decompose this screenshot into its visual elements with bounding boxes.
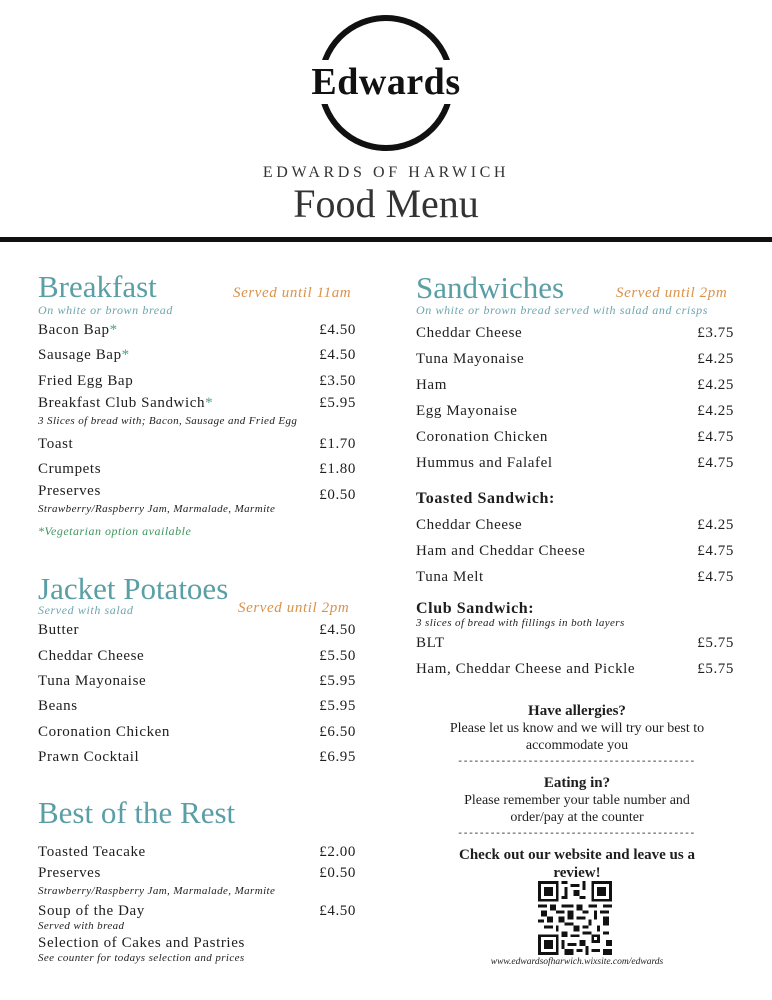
- menu-item: Tuna Melt £4.75: [416, 569, 734, 585]
- menu-item: Butter £4.50: [38, 622, 356, 638]
- allergies-notice: [418, 702, 736, 754]
- item-description: Strawberry/Raspberry Jam, Marmalade, Marmite: [38, 885, 276, 897]
- club-sandwich-heading: Club Sandwich:: [416, 600, 535, 617]
- dashed-divider: --------------------------------------------: [457, 829, 695, 840]
- menu-item: Prawn Cocktail £6.95: [38, 749, 356, 765]
- logo-text: Edwards: [278, 60, 494, 104]
- eating-in-text-line-1: Please remember your table number and: [464, 793, 690, 808]
- qr-code-icon[interactable]: [538, 881, 612, 955]
- website-url[interactable]: www.edwardsofharwich.wixsite.com/edwards: [490, 957, 664, 967]
- jacket-potatoes-note: Served with salad: [38, 603, 134, 617]
- item-description: See counter for todays selection and prices: [38, 952, 245, 964]
- allergies-heading: Have allergies?: [528, 703, 626, 719]
- sandwiches-title: Sandwiches: [416, 270, 565, 305]
- eating-in-heading: Eating in?: [543, 775, 611, 791]
- item-description: Strawberry/Raspberry Jam, Marmalade, Marmite: [38, 503, 276, 515]
- menu-item: Coronation Chicken £4.75: [416, 429, 734, 445]
- sandwiches-note: On white or brown bread served with salad and crisps: [416, 303, 708, 317]
- sandwiches-served-until: Served until 2pm: [616, 285, 728, 301]
- menu-item: Ham, Cheddar Cheese and Pickle £5.75: [416, 661, 734, 677]
- toasted-sandwich-heading: Toasted Sandwich:: [416, 490, 555, 507]
- item-description: 3 Slices of bread with; Bacon, Sausage and Fried Egg: [38, 415, 298, 427]
- menu-item: Preserves £0.50: [38, 865, 356, 881]
- menu-item: Breakfast Club Sandwich* £5.95: [38, 395, 356, 411]
- review-heading-line-1: Check out our website and leave us a: [459, 847, 695, 863]
- dashed-divider: --------------------------------------------: [457, 757, 695, 768]
- eating-in-text-line-2: order/pay at the counter: [510, 810, 644, 825]
- menu-item: Tuna Mayonaise £5.95: [38, 673, 356, 689]
- menu-item: Ham and Cheddar Cheese £4.75: [416, 543, 734, 559]
- jacket-potatoes-served-until: Served until 2pm: [238, 600, 350, 616]
- best-of-rest-title: Best of the Rest: [38, 795, 236, 830]
- menu-item: Coronation Chicken £6.50: [38, 724, 356, 740]
- menu-item: Toasted Teacake £2.00: [38, 844, 356, 860]
- menu-item: Sausage Bap* £4.50: [38, 347, 356, 363]
- menu-item: Soup of the Day £4.50: [38, 903, 356, 919]
- menu-item: Beans £5.95: [38, 698, 356, 714]
- menu-item: Cheddar Cheese £5.50: [38, 648, 356, 664]
- breakfast-note: On white or brown bread: [38, 303, 173, 317]
- menu-item: Crumpets £1.80: [38, 461, 356, 477]
- menu-item: Fried Egg Bap £3.50: [38, 373, 356, 389]
- review-heading-line-2: review!: [553, 865, 601, 881]
- allergies-text-line-1: Please let us know and we will try our best to: [449, 721, 705, 736]
- menu-item: Preserves £0.50: [38, 483, 356, 503]
- club-sandwich-note: 3 slices of bread with fillings in both layers: [416, 617, 625, 629]
- menu-item: Ham £4.25: [416, 377, 734, 393]
- menu-item: Bacon Bap* £4.50: [38, 322, 356, 338]
- menu-item: Egg Mayonaise £4.25: [416, 403, 734, 419]
- breakfast-title: Breakfast: [38, 269, 157, 304]
- menu-item: Hummus and Falafel £4.75: [416, 455, 734, 471]
- menu-item: Toast £1.70: [38, 436, 356, 452]
- jacket-potatoes-title: Jacket Potatoes: [38, 571, 229, 606]
- header-divider: [0, 237, 772, 242]
- allergies-text-line-2: accommodate you: [525, 738, 629, 753]
- item-description: Served with bread: [38, 920, 125, 932]
- review-prompt: [418, 846, 736, 882]
- menu-item: BLT £5.75: [416, 635, 734, 651]
- vegetarian-note: *Vegetarian option available: [38, 524, 192, 538]
- breakfast-served-until: Served until 11am: [233, 285, 352, 301]
- eating-in-notice: [418, 774, 736, 826]
- restaurant-name: EDWARDS OF HARWICH: [262, 164, 510, 181]
- menu-item: Cheddar Cheese £3.75: [416, 325, 734, 341]
- menu-item: Selection of Cakes and Pastries: [38, 935, 245, 951]
- page-title: Food Menu: [293, 181, 479, 226]
- menu-item: Tuna Mayonaise £4.25: [416, 351, 734, 367]
- menu-item: Cheddar Cheese £4.25: [416, 517, 734, 533]
